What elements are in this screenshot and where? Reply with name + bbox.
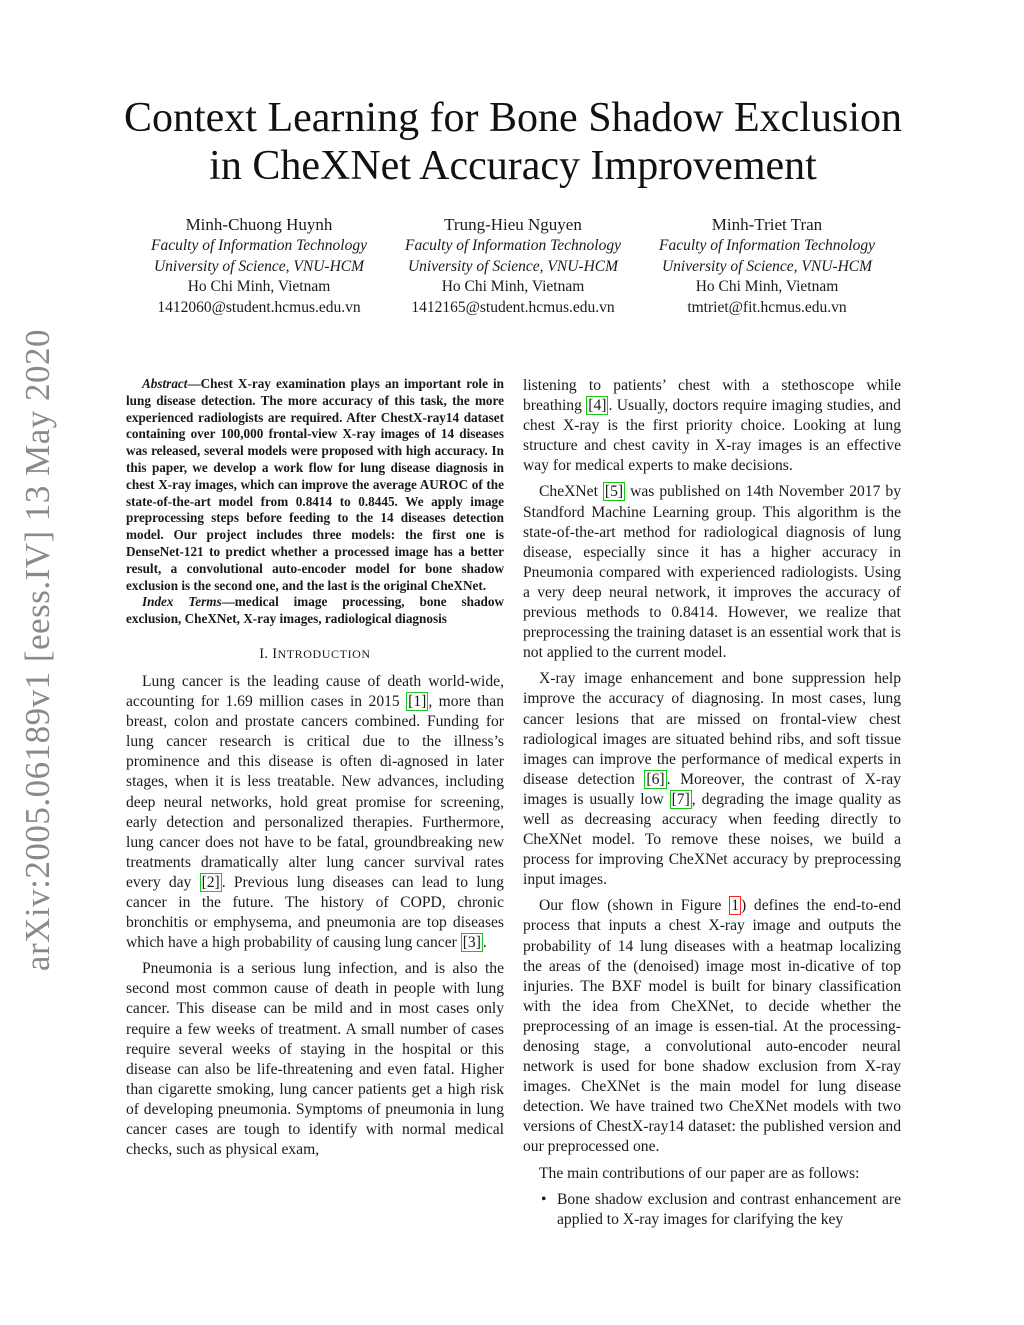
author-3 (640, 214, 894, 318)
text-run: Lung cancer is the leading cause of death world-wide, accounting for 1.69 million cases in 2015 (126, 672, 504, 711)
paragraph (523, 482, 901, 663)
section-heading-introduction (126, 646, 504, 663)
author-city: Ho Chi Minh, Vietnam (695, 278, 839, 295)
text-run: . Previous lung diseases can lead to lung cancer in the future. The history of COPD, chronic bronchitis or emphysema, and pneumonia are top diseases which have a high probability of causing lung cancer (126, 873, 504, 952)
text-run: , more than breast, colon and prostate cancers combined. Funding for lung cancer research is critical due to the illness’s prominence and this disease is often di-agnosed in later stages, when it is less treatable. New advances, including deep neural networks, hold great promise for screening, early detection and personalized therapies. Furthermore, lung cancer does not have to be fatal, groundbreaking new treatments dramatically alter lung cancer survival rates every day (126, 693, 504, 891)
section-numeral: I. (259, 645, 269, 662)
author-1 (132, 214, 386, 318)
list-item (523, 1190, 901, 1230)
text-run: . Moreover, the contrast of X-ray images is usually low (523, 770, 901, 808)
citation-link[interactable]: [7] (671, 790, 690, 808)
author-city: Ho Chi Minh, Vietnam (441, 278, 585, 295)
left-column (126, 376, 504, 1160)
abstract-lead: Abstract (142, 376, 188, 391)
section-title-rest: NTRODUCTION (277, 646, 371, 661)
author-email: 1412165@student.hcmus.edu.vn (411, 298, 615, 316)
text-run: was published on 14th November 2017 by Standford Machine Learning group. This algorithm is the state-of-the-art method for radiological diagnosis of lung disease, especially since it has a higher accuracy in Pneumonia compared with experienced radiologists. Using a very deep neural network, it improves the accuracy of previous methods to 0.8414. However, we realize that preprocessing the training dataset is an essential work that is not applied to the current model. (523, 483, 902, 662)
author-city: Ho Chi Minh, Vietnam (187, 278, 331, 295)
author-university: University of Science, VNU-HCM (153, 257, 365, 275)
paper-title (90, 94, 936, 190)
index-terms-lead: Index Terms (142, 594, 222, 610)
citation-link[interactable]: [1] (408, 693, 427, 711)
paragraph: The main contributions of our paper are as follows: (539, 1164, 860, 1182)
citation-link[interactable]: [2] (201, 873, 220, 891)
text-run: listening to patients’ chest with a stethoscope while breathing (523, 377, 901, 415)
paragraph (126, 672, 504, 953)
author-name: Minh-Chuong Huynh (185, 215, 333, 234)
abstract-text: —Chest X-ray examination plays an important role in lung disease detection. The more accuracy of this task, the more experienced radiologists are required. After ChestX-ray14 dataset containing over 100,000 frontal-view X-ray images of 14 diseases was released, several models were proposed with high accuracy. In this paper, we develop a work flow for lung disease diagnosis in chest X-ray images, which can improve the average AUROC of the state-of-the-art model from 0.8414 to 0.8445. We apply image preprocessing steps before feeding to the 14 diseases detection model. Our project includes three models: the first one is DenseNet-121 to predict whether a processed image has a better result, a convolutional auto-encoder model for bone shadow exclusion is the second one, and the last is the original CheXNet. (126, 376, 504, 593)
citation-link[interactable]: [4] (588, 397, 607, 415)
arxiv-identifier-stamp (12, 328, 64, 972)
text-run: Our flow (shown in Figure (539, 897, 730, 915)
citation-link[interactable]: [5] (604, 483, 624, 501)
list-item-text: Bone shadow exclusion and contrast enhancement are applied to X-ray images for clarifying the key (557, 1190, 901, 1228)
paragraph (523, 896, 901, 1157)
arxiv-id-text: arXiv:2005.06189v1 [eess.IV] 13 May 2020 (18, 328, 57, 972)
text-run: . (482, 934, 487, 952)
author-block (0, 214, 1024, 324)
figure-link[interactable]: 1 (731, 897, 739, 915)
author-faculty: Faculty of Information Technology (405, 237, 621, 254)
index-terms (126, 594, 504, 628)
author-name: Trung-Hieu Nguyen (444, 215, 582, 234)
title-line-1: Context Learning for Bone Shadow Exclusion (123, 95, 903, 141)
text-run: . Usually, doctors require imaging studies, and chest X-ray is the first priority choice. Looking at lung structure and chest cavity in X-ray images is an effective way for medical experts to make decisions. (523, 397, 901, 475)
paragraph: Pneumonia is a serious lung infection, and is also the second most common cause of death in people with lung cancer. This disease can be mild and in most cases only require a few weeks of treatment. A small number of cases require several weeks of staying in the hospital or this disease can also be life-threatening and even fatal. Higher than cigarette smoking, lung cancer patients get a high risk of developing pneumonia. Symptoms of pneumonia in lung cancer cases are tough to identify with normal medical checks, such as physical exam, (126, 960, 504, 1159)
right-column (523, 376, 901, 1230)
author-faculty: Faculty of Information Technology (151, 237, 367, 254)
author-university: University of Science, VNU-HCM (407, 257, 619, 275)
index-terms-text: —medical image processing, bone shadow exclusion, CheXNet, X-ray images, radiological diagnosis (126, 594, 504, 627)
text-run: CheXNet (539, 483, 603, 501)
paragraph (523, 669, 901, 890)
title-line-2: in CheXNet Accuracy Improvement (209, 143, 817, 189)
section-title-first: I (272, 645, 278, 662)
author-university: University of Science, VNU-HCM (661, 257, 873, 275)
author-2 (386, 214, 640, 318)
author-name: Minh-Triet Tran (711, 215, 823, 234)
text-run: ) defines the end-to-end process that inputs a chest X-ray image and outputs the probability of 14 lung diseases with a heatmap localizing the areas of the (denoised) image most in-dicative of top injuries. The BXF model is built for binary classification with the idea from CheXNet, to decide whether the preprocessing of an image is essen-tial. At the processing-denosing stage, a convolutional auto-encoder neural network is used for bone shadow exclusion from X-ray images. CheXNet is the main model for lung disease detection. We have trained two CheXNet models with two versions of ChestX-ray14 dataset: the published version and our preprocessed one. (523, 897, 901, 1156)
abstract (126, 376, 504, 594)
paragraph (523, 376, 901, 476)
author-faculty: Faculty of Information Technology (659, 237, 875, 254)
citation-link[interactable]: [3] (462, 934, 481, 952)
author-email: tmtriet@fit.hcmus.edu.vn (687, 298, 847, 316)
bullet-marker: • (541, 1190, 547, 1208)
author-email: 1412060@student.hcmus.edu.vn (157, 298, 361, 316)
text-run: , degrading the image quality as well as decreasing accuracy when feeding directly to CheXNet model. To remove these noises, we build a process for improving CheXNet accuracy by preprocessing input images. (523, 790, 901, 889)
citation-link[interactable]: [6] (646, 770, 665, 788)
text-run: X-ray image enhancement and bone suppression help improve the accuracy of diagnosing. In most cases, lung cancer lesions that are missed on frontal-view chest radiological images are situated behind ribs, and soft tissue images can improve the performance of medical experts in disease detection (523, 670, 901, 788)
